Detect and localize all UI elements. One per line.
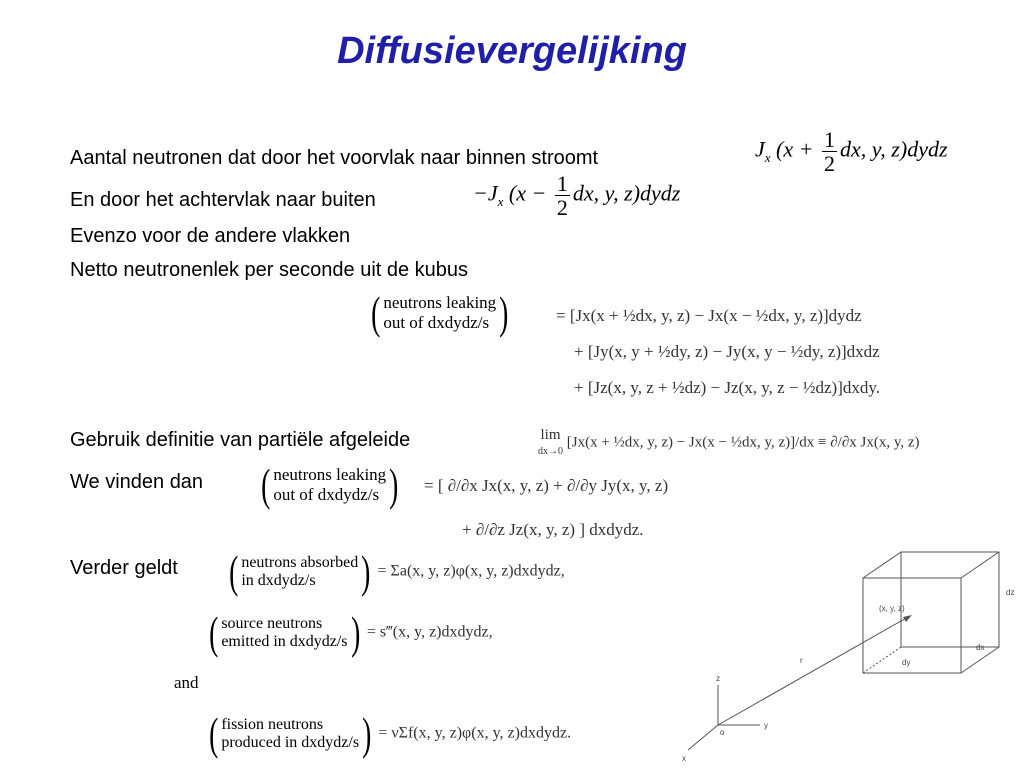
text-line-1: Aantal neutronen dat door het voorvlak naar binnen stroomt xyxy=(70,147,599,169)
text-line-6: We vinden dan xyxy=(70,471,204,493)
equation-fission: ( fission neutrons produced in dxdydz/s) = νΣf(x, y, z)φ(x, y, z)dxdydz. xyxy=(209,708,572,759)
and-label: and xyxy=(174,673,199,692)
r-label: r xyxy=(800,656,803,665)
point-label: (x, y, z) xyxy=(879,604,905,613)
equation-result: ( neutrons leaking out of dxdydz/s ) xyxy=(261,459,399,510)
text-line-5: Gebruik definitie van partiële afgeleide xyxy=(70,429,411,451)
origin-label: o xyxy=(720,728,725,737)
text-line-4: Netto neutronenlek per seconde uit de kubus xyxy=(70,259,469,281)
dz-label: dz xyxy=(1006,588,1015,597)
dy-label: dy xyxy=(902,658,911,667)
slide-title: Diffusievergelijking xyxy=(337,30,687,72)
equation-jx-in: $J_x$ (x + $\frac{1}{2}$ dx, y, z)dydz xyxy=(755,127,948,177)
equation-result-row-1: = [ ∂/∂x Jx(x, y, z) + ∂/∂y Jy(x, y, z) xyxy=(424,476,669,495)
cube-diagram xyxy=(660,545,1024,768)
equation-result-row-2: + ∂/∂z Jz(x, y, z) ] dxdydz. xyxy=(462,520,644,539)
equation-source: ( source neutrons emitted in dxdydz/s) = s‴(x, y, z)dxdydz, xyxy=(209,607,493,658)
x-axis-label: x xyxy=(682,754,686,763)
equation-jx-out: $-J_x$ (x − $\frac{1}{2}$ dx, y, z)dydz xyxy=(473,171,681,221)
equation-absorbed: ( neutrons absorbed in dxdydz/s ) = Σa(x, y, z)φ(x, y, z)dxdydz, xyxy=(229,546,565,597)
dx-label: dx xyxy=(976,643,985,652)
text-line-3: Evenzo voor de andere vlakken xyxy=(70,225,351,247)
equation-limit: lim dx→0 [Jx(x + ½dx, y, z) − Jx(x − ½dx, y, z)]/dx ≡ ∂/∂x Jx(x, y, z) xyxy=(538,427,920,457)
z-axis-label: z xyxy=(716,674,720,683)
text-line-7: Verder geldt xyxy=(70,557,178,579)
equation-leakage: ( neutrons leaking out of dxdydz/s ) xyxy=(371,287,509,338)
equation-leakage-row-1: = [Jx(x + ½dx, y, z) − Jx(x − ½dx, y, z)]dydz xyxy=(556,306,862,325)
text-line-2: En door het achtervlak naar buiten xyxy=(70,189,376,211)
equation-leakage-row-2: + [Jy(x, y + ½dy, z) − Jy(x, y − ½dy, z)]dxdz xyxy=(574,342,880,361)
y-axis-label: y xyxy=(764,721,768,730)
equation-leakage-row-3: + [Jz(x, y, z + ½dz) − Jz(x, y, z − ½dz)]dxdy. xyxy=(574,378,881,397)
